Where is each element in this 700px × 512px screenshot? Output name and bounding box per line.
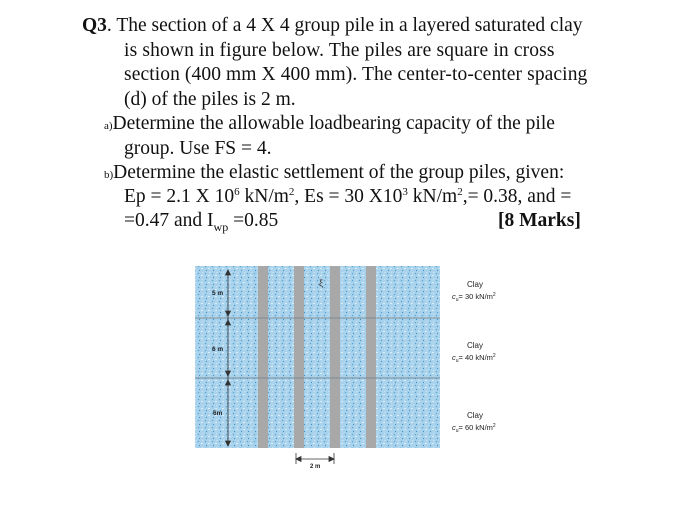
layer-3-cu-value: = 60 kN/m bbox=[458, 423, 493, 432]
layer-2-cu-exp: 2 bbox=[492, 353, 496, 359]
es-unit-exponent: 2 bbox=[457, 186, 463, 198]
marks-label: [8 Marks] bbox=[498, 210, 581, 231]
part-b-text-1: Determine the elastic settlement of the group piles, given: bbox=[113, 162, 565, 183]
ep-unit-exponent: 2 bbox=[288, 186, 295, 198]
iwp-text: =0.47 and I bbox=[124, 210, 214, 231]
es-text: , Es = 30 X10 bbox=[294, 186, 403, 207]
intro-line-4: (d) of the piles is 2 m. bbox=[124, 89, 296, 110]
depth-label-1: 5 m bbox=[212, 290, 224, 297]
layer-1-cu-symbol: c bbox=[452, 292, 456, 301]
spacing-label: 2 m bbox=[310, 464, 321, 470]
pile-group-figure bbox=[190, 258, 530, 473]
intro-line-2: is shown in figure below. The piles are square in cross bbox=[124, 40, 555, 61]
layer-3-cu-sub: u bbox=[455, 428, 459, 434]
top-marker-icon: ξ bbox=[319, 278, 324, 288]
spacing-dimension bbox=[296, 453, 334, 464]
layer-3-cu-exp: 2 bbox=[492, 423, 496, 429]
layer-3-name: Clay bbox=[467, 411, 484, 420]
part-a-line-1 bbox=[104, 112, 555, 139]
iwp-value: =0.85 bbox=[228, 210, 279, 231]
layer-1-cu-value: = 30 kN/m bbox=[458, 292, 493, 301]
layer-2-cu-sub: u bbox=[455, 358, 459, 364]
layer-2-cu-value: = 40 kN/m bbox=[458, 353, 493, 362]
ep-text: Ep = 2.1 X 10 bbox=[124, 186, 235, 207]
pile-3 bbox=[330, 266, 340, 448]
es-exponent: 3 bbox=[402, 186, 408, 198]
layer-2-cu bbox=[452, 353, 496, 364]
layer-1-cu-sub: u bbox=[455, 297, 459, 303]
part-b-line-2 bbox=[124, 185, 571, 210]
part-a-line-2: group. Use FS = 4. bbox=[124, 138, 272, 159]
ep-exponent: 6 bbox=[234, 186, 240, 198]
layer-1-name: Clay bbox=[467, 280, 484, 289]
iwp-subscript: wp bbox=[213, 220, 229, 234]
pile-1 bbox=[258, 266, 268, 448]
depth-label-2: 6 m bbox=[212, 346, 224, 353]
layer-1-cu bbox=[452, 292, 496, 303]
pile-2 bbox=[294, 266, 304, 448]
layer-1-cu-exp: 2 bbox=[492, 292, 496, 298]
depth-label-3: 6m bbox=[213, 410, 223, 417]
part-b-line-1 bbox=[104, 161, 564, 188]
part-b-line-3 bbox=[124, 209, 278, 234]
question-number: Q3 bbox=[82, 15, 107, 36]
part-a-text-1: Determine the allowable loadbearing capacity of the pile bbox=[112, 113, 555, 134]
part-b-label: b) bbox=[104, 169, 114, 181]
es-unit: kN/m bbox=[407, 186, 458, 207]
layer-3-cu bbox=[452, 423, 496, 434]
layer-label-2 bbox=[452, 341, 496, 364]
ep-unit: kN/m bbox=[239, 186, 289, 207]
layer-2-name: Clay bbox=[467, 341, 484, 350]
poisson-text: ,= 0.38, and = bbox=[462, 186, 572, 207]
layer-2-cu-symbol: c bbox=[452, 353, 456, 362]
intro-line-3: section (400 mm X 400 mm). The center-to-center spacing bbox=[124, 64, 588, 85]
layer-3-cu-symbol: c bbox=[452, 423, 456, 432]
part-a-label: a) bbox=[104, 120, 113, 132]
question-line-1: Q3. The section of a 4 X 4 group pile in a layered saturated clay bbox=[82, 15, 583, 36]
layer-label-1 bbox=[452, 280, 496, 303]
pile-4 bbox=[366, 266, 376, 448]
layer-label-3 bbox=[452, 411, 496, 434]
intro-line-1: The section of a 4 X 4 group pile in a layered saturated clay bbox=[116, 15, 583, 36]
soil-body bbox=[195, 266, 440, 448]
